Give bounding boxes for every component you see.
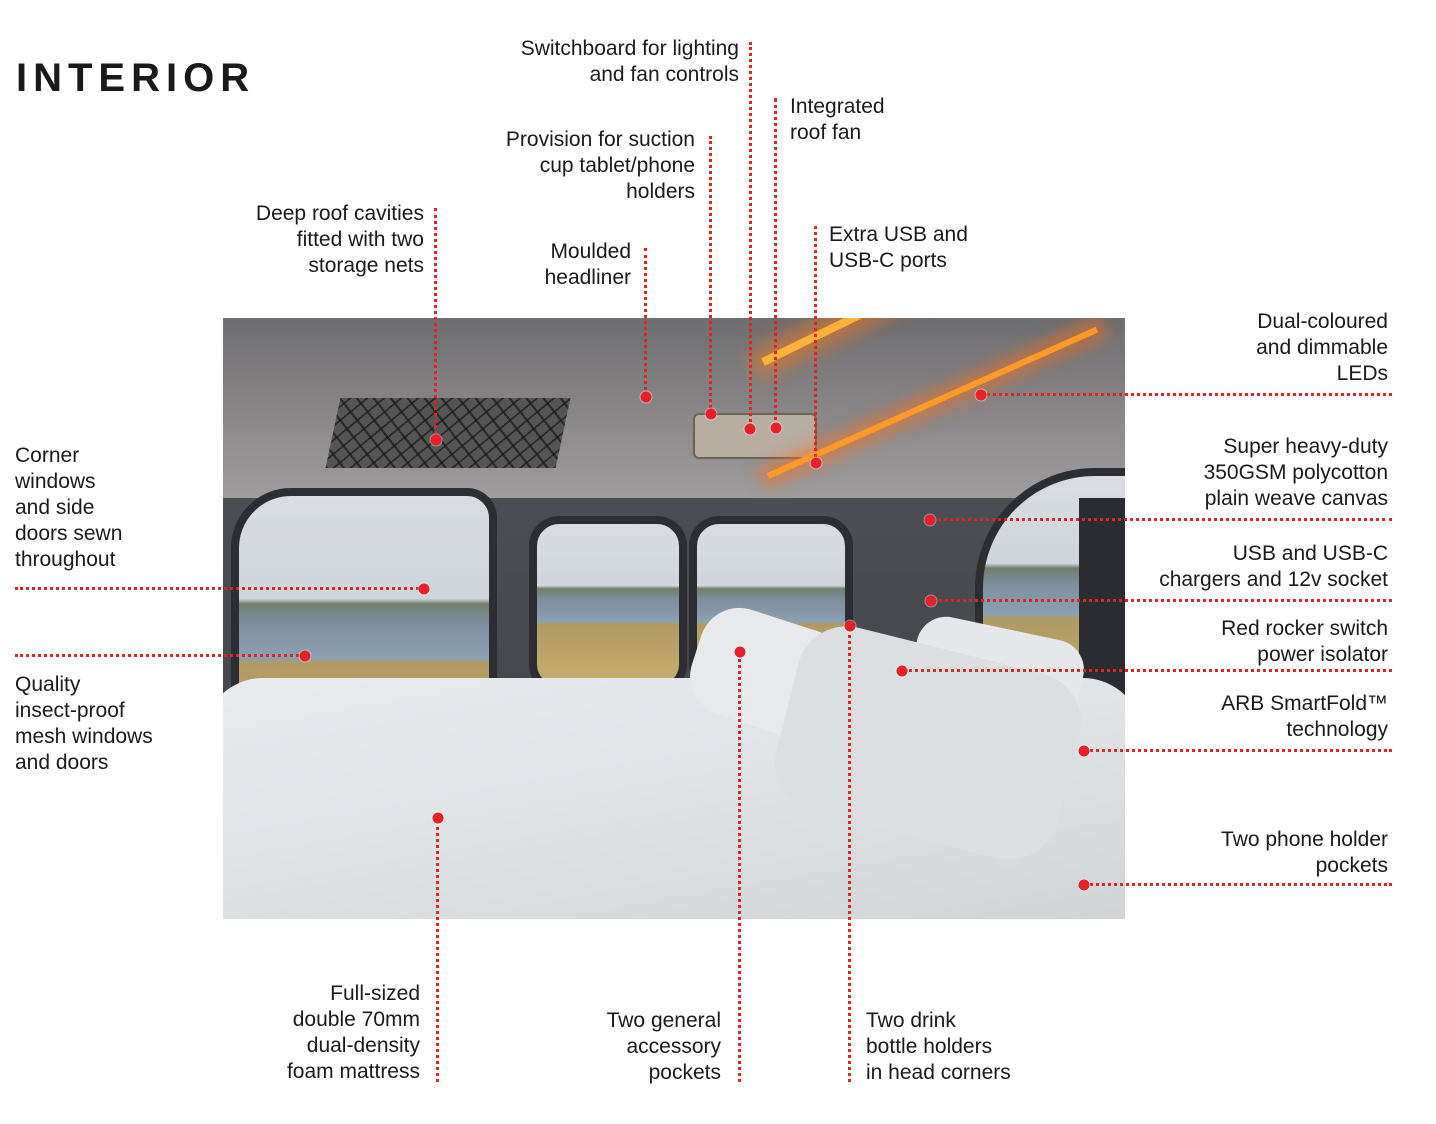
leader-canvas	[931, 518, 1392, 521]
leader-roof-fan	[774, 98, 777, 428]
label-chargers: USB and USB-C chargers and 12v socket	[1159, 542, 1388, 591]
label-phone-pockets: Two phone holder pockets	[1221, 828, 1388, 877]
leader-headliner	[644, 248, 647, 396]
marker-canvas	[925, 515, 936, 526]
leader-chargers	[932, 599, 1392, 602]
marker-phone-pockets	[1079, 880, 1090, 891]
label-canvas: Super heavy-duty 350GSM polycotton plain weave canvas	[1203, 435, 1388, 510]
label-mattress: Full-sized double 70mm dual-density foam mattress	[286, 982, 420, 1083]
leader-roof-cavities	[434, 208, 437, 440]
label-leds: Dual-coloured and dimmable LEDs	[1256, 310, 1388, 385]
leader-rocker	[903, 669, 1392, 672]
marker-leds	[976, 390, 987, 401]
label-smartfold: ARB SmartFold™ technology	[1221, 692, 1388, 741]
window-center-left	[529, 516, 687, 694]
label-accessory-pockets: Two general accessory pockets	[606, 1009, 721, 1084]
label-drink-holders: Two drink bottle holders in head corners	[866, 1009, 1011, 1084]
leader-switchboard	[749, 42, 752, 428]
marker-chargers	[926, 596, 937, 607]
label-mesh-windows: Quality insect-proof mesh windows and doors	[15, 673, 153, 774]
leader-suction-cup	[709, 136, 712, 413]
leader-mattress	[436, 820, 439, 1082]
interior-photo	[223, 318, 1125, 919]
leader-drink-holders	[848, 628, 851, 1082]
label-corner-windows: Corner windows and side doors sewn throughout	[15, 444, 123, 571]
label-switchboard: Switchboard for lighting and fan controls	[520, 37, 739, 86]
marker-suction-cup	[706, 409, 717, 420]
marker-mesh-windows	[300, 651, 311, 662]
leader-accessory-pockets	[738, 654, 741, 1082]
label-usb-ports: Extra USB and USB-C ports	[829, 223, 968, 272]
storage-net	[326, 398, 571, 468]
page-title: INTERIOR	[16, 56, 256, 100]
label-roof-cavities: Deep roof cavities fitted with two storage nets	[255, 202, 424, 277]
leader-mesh-windows	[15, 654, 305, 657]
leader-smartfold	[1085, 749, 1392, 752]
marker-rocker	[897, 666, 908, 677]
leader-phone-pockets	[1085, 883, 1392, 886]
marker-corner-windows	[419, 584, 430, 595]
label-suction-cup: Provision for suction cup tablet/phone holders	[505, 128, 695, 203]
leader-corner-windows	[15, 587, 424, 590]
leader-leds	[982, 393, 1392, 396]
marker-headliner	[641, 392, 652, 403]
marker-usb-ports	[811, 458, 822, 469]
marker-smartfold	[1079, 746, 1090, 757]
marker-roof-fan	[771, 423, 782, 434]
marker-roof-cavities	[431, 435, 442, 446]
label-headliner: Moulded headliner	[544, 240, 631, 289]
roof-fan-unit	[693, 413, 817, 459]
label-rocker: Red rocker switch power isolator	[1221, 617, 1388, 666]
leader-usb-ports	[814, 226, 817, 463]
label-roof-fan: Integrated roof fan	[790, 95, 885, 144]
marker-switchboard	[745, 424, 756, 435]
